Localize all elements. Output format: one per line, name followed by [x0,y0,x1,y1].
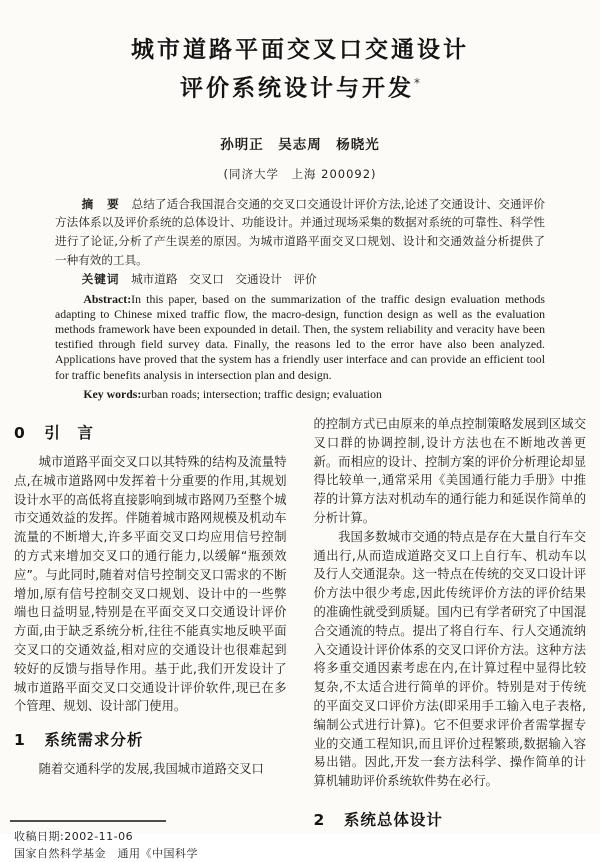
paper-title-line1: 城市道路平面交叉口交通设计 [131,37,469,63]
en-abstract-label: Abstract: [83,291,132,306]
cn-abstract-label: 摘 要 [81,196,120,211]
cn-keywords-text: 城市道路 交叉口 交通设计 评价 [131,271,317,286]
section-1-heading [14,729,287,751]
section-0-title: 引 言 [44,424,94,443]
authors-line: 孙明正 吴志周 杨晓光 [220,136,380,153]
section-1-title: 系统需求分析 [44,731,144,750]
right-column [314,415,587,862]
paper-title-line2 [0,67,600,106]
footnote-divider [10,820,166,822]
right-paragraph-2: 我国多数城市交通的特点是存在大量自行车交通出行,从而造成道路交叉口上自行车、机动车以及行人交通混杂。这一特点在传统的交叉口设计评价方法中很少考虑,因此传统评价方法的评价结果的准确性就受到质疑。国内已有学者研究了中国混合交通流的特点。提出了将自行车、行人交通流纳入交通设计评价体系的交叉口评价方法。这种方法将多重交通因素考虑在内,在计算过程中显得比较复杂,不太适合进行简单的评价。特别是对于传统的平面交叉口评价方法(即采用手工输入电子表格,编制公式进行计算)。它不但要求评价者需掌握专业的交通工程知识,而且评价过程繁琐,数据输入容易出错。因此,开发一套方法科学、操作简单的计算机辅助评价系统软件势在必行。 [313,529,586,789]
affiliation-line: (同济大学 上海 200092) [223,166,377,181]
title-footnote-marker: * [414,76,420,90]
cn-keywords-line [55,270,545,289]
en-abstract-text: In this paper, based on the summarization of the traffic design evaluation methods adapting to Chinese mixed traffic flow, the macro-design, function design as well as the evaluation methods framework have been expounded in detail. Then, the system reliability and veracity have been testified through field survey data. Finally, the reasons led to the error have also been analyzed. Applications have proved that the system has a friendly user interface and can provide an efficient tool for traffic benefits analysis in intersection plan and design. [55,291,545,382]
funding-line: 国家自然科学基金 通用《中国科学 [14,846,198,860]
left-column [14,415,287,862]
cn-abstract-paragraph [55,195,545,270]
right-paragraph-continued: 的控制方式已由原来的单点控制策略发展到区域交叉口群的协调控制,设计方法也在不断地改善更新。而相应的设计、控制方案的评价分析理论却显得比较单一,通常采用《美国通行能力手册》中推荐的计算方法对机动车的通行能力和延误作简单的分析计算。 [313,417,586,526]
en-abstract-paragraph [55,292,545,383]
body-columns [14,415,586,862]
section-2-title: 系统总体设计 [343,811,443,829]
en-keywords-label: Key words: [83,386,142,401]
section-0-number: 0 [14,424,26,443]
cn-keywords-label: 关键词 [81,271,120,286]
section-2-heading [314,809,587,831]
en-keywords-text: urban roads; intersection; traffic design; evaluation [141,386,382,401]
title-block [0,0,600,106]
section-1-paragraph: 随着交通科学的发展,我国城市道路交叉口 [38,762,264,777]
paper-title-line2-text: 评价系统设计与开发 [180,75,414,102]
section-0-heading [14,422,287,444]
section-0-paragraph: 城市道路平面交叉口以其特殊的结构及流量特点,在城市道路网中发挥着十分重要的作用,其规划设计水平的高低将直接影响到城市路网乃至整个城市交通效益的发挥。伴随着城市路网规模及机动车流量的不断增大,许多平面交叉口均应用信号控制的方式来增加交叉口的通行能力,以缓解“瓶颈效应”。与此同时,随着对信号控制交叉口需求的不断增加,原有信号控制交叉口规划、设计中的一些弊端也日益明显,特别是在平面交叉口交通设计评价方面,由于缺乏系统分析,往往不能真实地反映平面交叉口的交通效益,相对应的交通设计也很难起到较好的反馈与指导作用。基于此,我们开发设计了城市道路平面交叉口交通设计评价软件,现已在多个管理、规划、设计部门使用。 [14,455,287,714]
section-2-number: 2 [313,811,326,829]
en-keywords-line [55,387,545,402]
section-1-number: 1 [14,731,26,750]
cn-abstract-text: 总结了适合我国混合交通的交叉口交通设计评价方法,论述了交通设计、交通评价方法体系以及评价系统的总体设计、功能设计。并通过现场采集的数据对系统的可靠性、科学性进行了论证,分析了产生误差的原因。为城市道路平面交叉口规划、设计和交通效益分析提供了一种有效的工具。 [55,196,545,268]
footnote-block [14,820,287,862]
received-date-line: 收稿日期:2002-11-06 [14,830,134,844]
abstract-block [55,195,545,402]
